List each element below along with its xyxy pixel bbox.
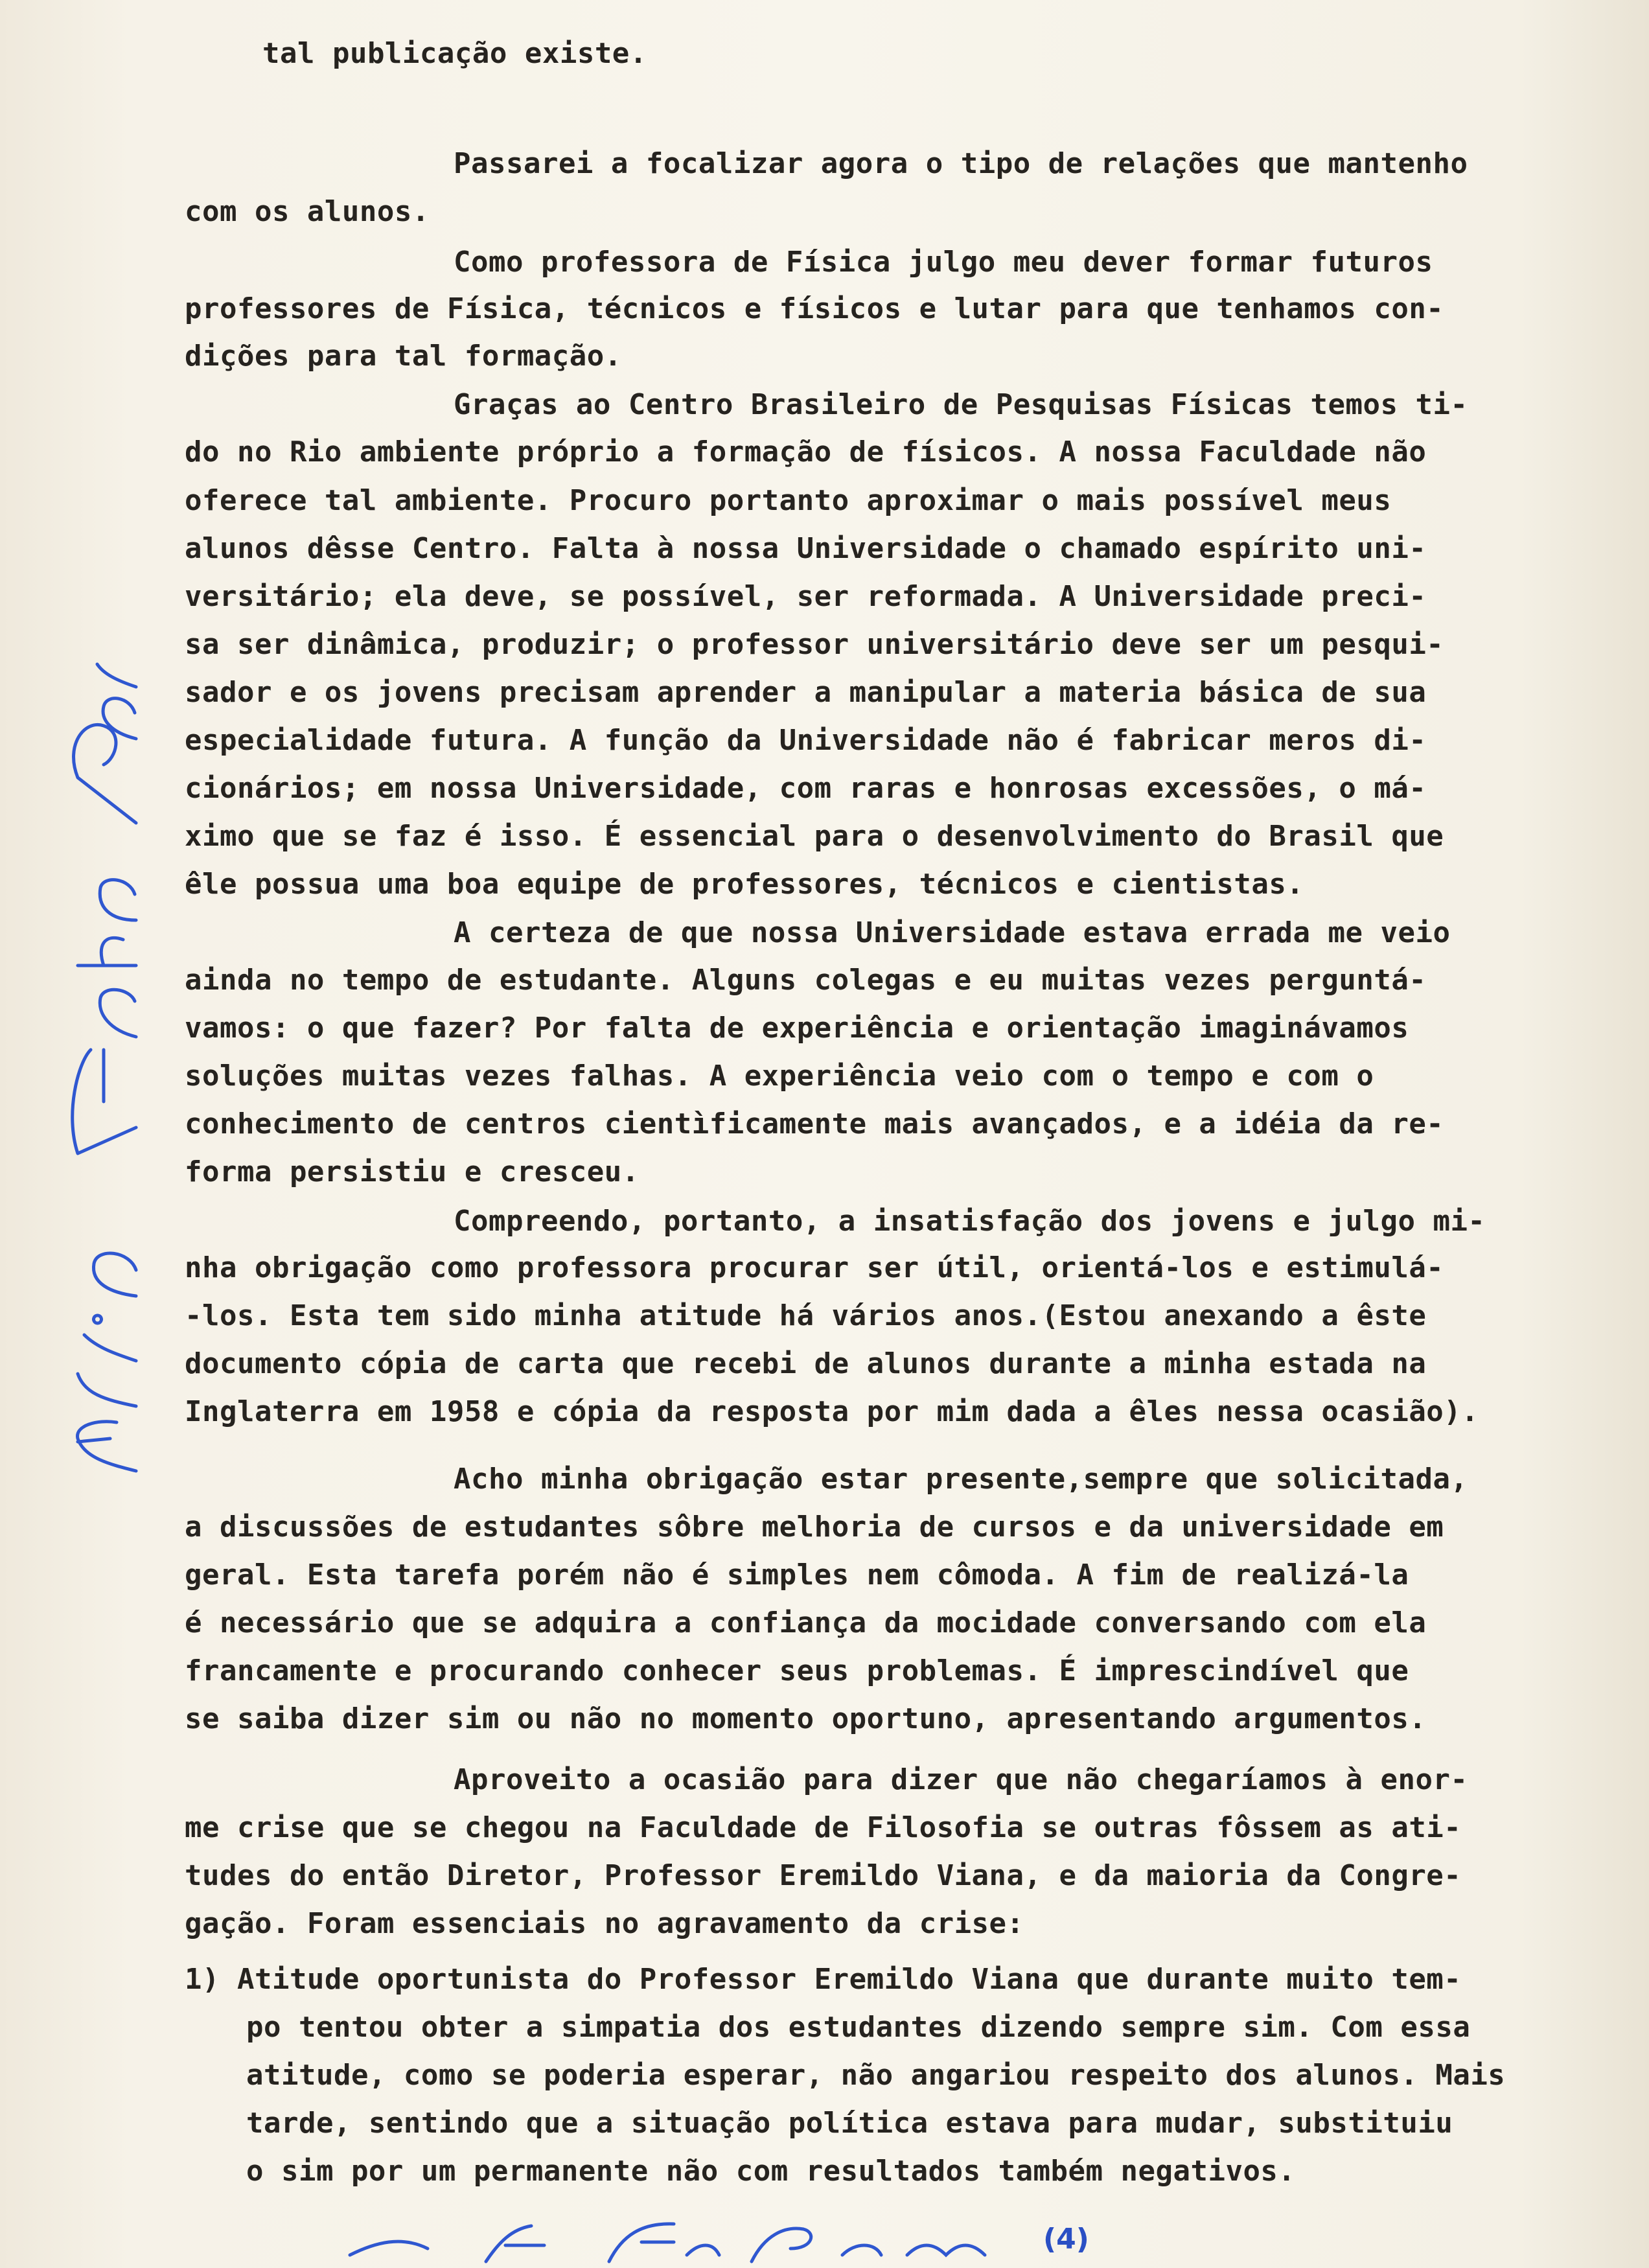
text-line: cionários; em nossa Universidade, com raras e honrosas excessões, o má- (185, 772, 1427, 805)
text-line: com os alunos. (185, 195, 430, 228)
text-line: sa ser dinâmica, produzir; o professor universitário deve ser um pesqui- (185, 628, 1444, 661)
text-line: a discussões de estudantes sôbre melhoria de cursos e da universidade em (185, 1510, 1444, 1544)
text-line: tal publicação existe. (262, 37, 647, 70)
text-line: professores de Física, técnicos e físicos e lutar para que tenhamos con- (185, 292, 1444, 325)
text-line: Acho minha obrigação estar presente,sempre que solicitada, (454, 1463, 1468, 1496)
text-line: tudes do então Diretor, Professor Eremildo Viana, e da maioria da Congre- (185, 1859, 1462, 1892)
text-line: conhecimento de centros cientìficamente mais avançados, e a idéia da re- (185, 1107, 1444, 1140)
text-line: versitário; ela deve, se possível, ser reformada. A Universidade preci- (185, 580, 1427, 613)
text-line: se saiba dizer sim ou não no momento oportuno, apresentando argumentos. (185, 1702, 1427, 1735)
text-line: ainda no tempo de estudante. Alguns colegas e eu muitas vezes perguntá- (185, 964, 1427, 997)
text-line: atitude, como se poderia esperar, não angariou respeito dos alunos. Mais (246, 2059, 1506, 2092)
text-line: Como professora de Física julgo meu dever formar futuros (454, 246, 1433, 279)
text-line: -los. Esta tem sido minha atitude há vários anos.(Estou anexando a êste (185, 1299, 1427, 1332)
text-line: especialidade futura. A função da Universidade não é fabricar meros di- (185, 724, 1427, 757)
text-line: soluções muitas vezes falhas. A experiência veio com o tempo e com o (185, 1059, 1374, 1093)
text-line: gação. Foram essenciais no agravamento da crise: (185, 1907, 1024, 1940)
text-line: o sim por um permanente não com resultados também negativos. (246, 2155, 1296, 2188)
text-line: é necessário que se adquira a confiança da mocidade conversando com ela (185, 1606, 1427, 1639)
text-line: vamos: o que fazer? Por falta de experiência e orientação imaginávamos (185, 1012, 1409, 1045)
text-line: tarde, sentindo que a situação política estava para mudar, substituiu (246, 2107, 1453, 2140)
text-line: geral. Esta tarefa porém não é simples nem cômoda. A fim de realizá-la (185, 1558, 1409, 1591)
text-line: Passarei a focalizar agora o tipo de relações que mantenho (454, 147, 1468, 180)
text-line: documento cópia de carta que recebi de alunos durante a minha estada na (185, 1347, 1427, 1380)
text-line: dições para tal formação. (185, 340, 622, 373)
text-line: A certeza de que nossa Universidade estava errada me veio (454, 916, 1451, 949)
text-line: sador e os jovens precisam aprender a manipular a materia básica de sua (185, 676, 1427, 709)
handwritten-signature-bottom (337, 2216, 1568, 2268)
text-line: nha obrigação como professora procurar ser útil, orientá-los e estimulá- (185, 1251, 1444, 1284)
text-line: oferece tal ambiente. Procuro portanto aproximar o mais possível meus (185, 484, 1392, 517)
text-line: do no Rio ambiente próprio a formação de físicos. A nossa Faculdade não (185, 435, 1427, 469)
text-line: Aproveito a ocasião para dizer que não chegaríamos à enor- (454, 1763, 1468, 1796)
text-line: alunos dêsse Centro. Falta à nossa Universidade o chamado espírito uni- (185, 532, 1427, 565)
text-line: Graças ao Centro Brasileiro de Pesquisas Físicas temos ti- (454, 388, 1468, 421)
text-line: francamente e procurando conhecer seus problemas. É imprescindível que (185, 1654, 1409, 1687)
handwritten-signature-left (39, 661, 168, 1490)
text-line: me crise que se chegou na Faculdade de Filosofia se outras fôssem as ati- (185, 1811, 1462, 1844)
text-line: êle possua uma boa equipe de professores, técnicos e cientistas. (185, 868, 1304, 901)
text-line: Compreendo, portanto, a insatisfação dos jovens e julgo mi- (454, 1205, 1486, 1238)
text-line: po tentou obter a simpatia dos estudantes dizendo sempre sim. Com essa (246, 2011, 1471, 2044)
handwritten-page-number: (4) (1043, 2223, 1089, 2256)
text-line: 1) Atitude oportunista do Professor Eremildo Viana que durante muito tem- (185, 1963, 1462, 1996)
text-line: Inglaterra em 1958 e cópia da resposta por mim dada a êles nessa ocasião). (185, 1395, 1479, 1428)
text-line: forma persistiu e cresceu. (185, 1155, 640, 1188)
text-line: ximo que se faz é isso. É essencial para o desenvolvimento do Brasil que (185, 820, 1444, 853)
